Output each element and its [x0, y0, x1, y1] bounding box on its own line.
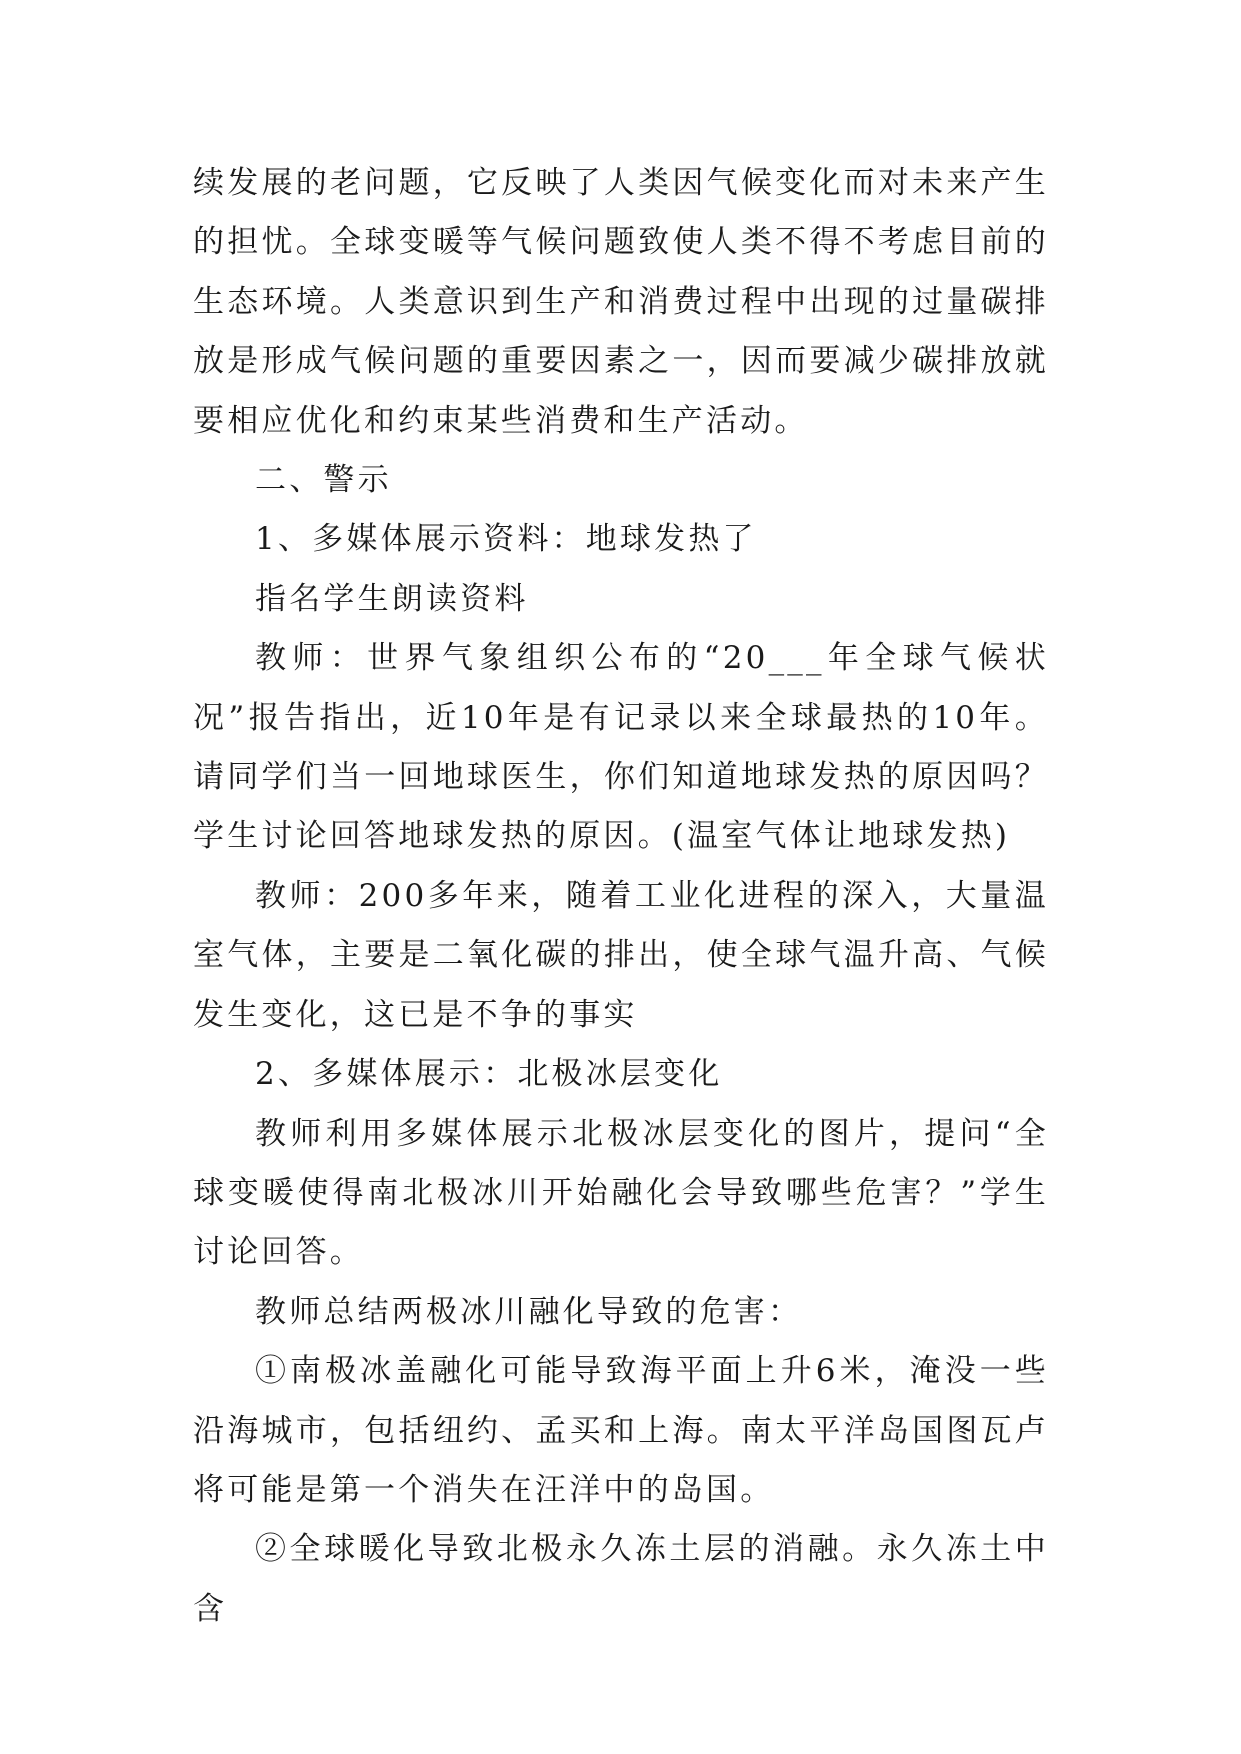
paragraph-teacher-3: 教师利用多媒体展示北极冰层变化的图片，提问“全球变暖使得南北极冰川开始融化会导致哪些危害？”学生讨论回答。	[193, 1115, 1049, 1271]
paragraph-summary: 教师总结两极冰川融化导致的危害：	[255, 1293, 803, 1330]
paragraph-student-reading: 指名学生朗读资料	[255, 580, 529, 617]
list-item-harm-1: ①南极冰盖融化可能导致海平面上升6米，淹没一些沿海城市，包括纽约、孟买和上海。南太平洋岛国图瓦卢将可能是第一个消失在汪洋中的岛国。	[193, 1353, 1049, 1508]
list-item-multimedia-2: 2、多媒体展示：北极冰层变化	[255, 1056, 723, 1093]
section-heading: 二、警示	[255, 462, 392, 499]
paragraph-continuation: 续发展的老问题，它反映了人类因气候变化而对未来产生的担忧。全球变暖等气候问题致使人类不得不考虑目前的生态环境。人类意识到生产和消费过程中出现的过量碳排放是形成气候问题的重要因素之一，因而要减少碳排放就要相应优化和约束某些消费和生产活动。	[193, 165, 1049, 439]
list-item-harm-2: ②全球暖化导致北极永久冻土层的消融。永久冻土中含	[193, 1531, 1049, 1627]
paragraph-teacher-1: 教师：世界气象组织公布的“20___年全球气候状况”报告指出，近10年是有记录以来全球最热的10年。请同学们当一回地球医生，你们知道地球发热的原因吗？学生讨论回答地球发热的原因。(温室气体让地球发热)	[193, 640, 1049, 855]
paragraph-teacher-2: 教师：200多年来，随着工业化进程的深入，大量温室气体，主要是二氧化碳的排出，使全球气温升高、气候发生变化，这已是不争的事实	[193, 877, 1049, 1033]
document-body	[193, 154, 1049, 1639]
list-item-multimedia-1: 1、多媒体展示资料：地球发热了	[255, 521, 757, 558]
